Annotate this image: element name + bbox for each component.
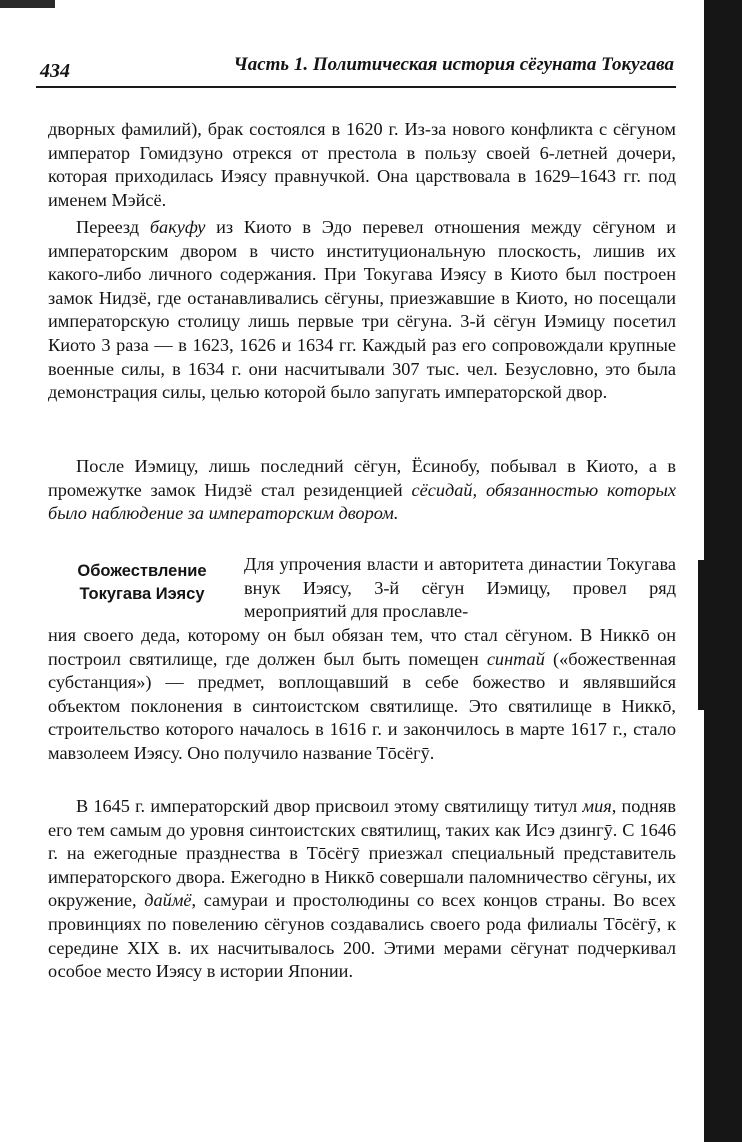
- paragraph-5-text-c: , самураи и простолюдины со всех концов страны. Во всех провинциях по повелению сёгунов создавались своего рода филиалы Тōсёгӯ, к середине XIX в. их насчитывалось 200. Этими мерами сёгунат подчеркивал особое место Иэясу в истории Японии.: [48, 890, 676, 982]
- term-daimyo: даймё: [144, 890, 192, 911]
- term-bakufu: бакуфу: [149, 217, 206, 237]
- paragraph-2-text-b: из Киото в Эдо перевел отношения между сёгуном и императорским двором в чисто институциональную плоскость, лишив их какого-либо личного содержания. При Токугава Иэясу в Киото был построен замок Нидзё, где останавливались сёгуны, приезжавшие в Киото, но посещали императорскую столицу лишь первые три сёгуна. 3-й сёгун Иэмицу посетил Киото 3 раза — в 1623, 1626 и 1634 гг. Каждый раз его сопровождали крупные военные силы, в 1634 г. они насчитывали 307 тыс. чел. Безусловно, это была демонстрация силы, целью которой было запугать императорской двор.: [48, 217, 676, 403]
- paragraph-5-text-a: В 1645 г. императорский двор присвоил этому святилищу титул: [76, 796, 583, 816]
- paragraph-4-start: Для упрочения власти и авторитета династии Токугава внук Иэясу, 3-й сёгун Иэмицу, провел ряд мероприятий для прославле-: [244, 554, 676, 622]
- paragraph-4-continuation: [48, 624, 676, 766]
- term-sintai: синтай: [486, 648, 545, 669]
- scan-edge-shadow: [704, 0, 742, 1142]
- running-title: Часть 1. Политическая история сёгуната Токугава: [233, 54, 674, 75]
- paragraph-3: [48, 455, 676, 526]
- paragraph-5: [48, 795, 676, 984]
- paragraph-1: дворных фамилий), брак состоялся в 1620 г. Из-за нового конфликта с сёгуном император Гомидзуно отрекся от престола в пользу своей 6-летней дочери, которая приходилась Иэясу правнучкой. Она царствовала в 1629–1643 гг. под именем Мэйсё.: [48, 119, 676, 210]
- page-header: [36, 52, 676, 88]
- term-miya: мия: [582, 796, 612, 816]
- paragraph-2: [48, 216, 676, 405]
- scan-edge-notch: [698, 560, 706, 710]
- paragraph-4-text-b: («божественная субстанция») — предмет, воплощавший в себе божество и являвшийся объектом поклонения в синтоистском святилище. Это святилище в Никкō, строительство которого началось в 1616 г. и закончилось в марте 1617 г., стало мавзолеем Иэясу. Оно получило название Тōсёгӯ.: [48, 648, 677, 763]
- term-sesidai: сёсидай, обязанностью которых было наблюдение за императорским двором.: [48, 479, 676, 524]
- scan-corner-mark: [0, 0, 55, 8]
- paragraph-4-text-a: ния своего деда, которому он был обязан тем, что стал сёгуном. В Никкō он построил святилище, где должен был быть помещен: [48, 625, 676, 669]
- paragraph-2-text-a: Переезд: [76, 217, 150, 237]
- paragraph-3-text-a: После Иэмицу, лишь последний сёгун, Ёсинобу, побывал в Киото, а в промежутке замок Нидзё стал резиденцией: [48, 456, 676, 500]
- paragraph-5-text-b: , подняв его тем самым до уровня синтоистских святилищ, таких как Исэ дзингӯ. С 1646 г. на ежегодные празднества в Тōсёгӯ приезжал специальный представитель императорского двора. Ежегодно в Никкō совершали паломничество сёгуны, их окружение,: [48, 796, 676, 911]
- side-heading: Обожествление Токугава Иэясу: [77, 562, 207, 603]
- page-number: 434: [40, 60, 70, 82]
